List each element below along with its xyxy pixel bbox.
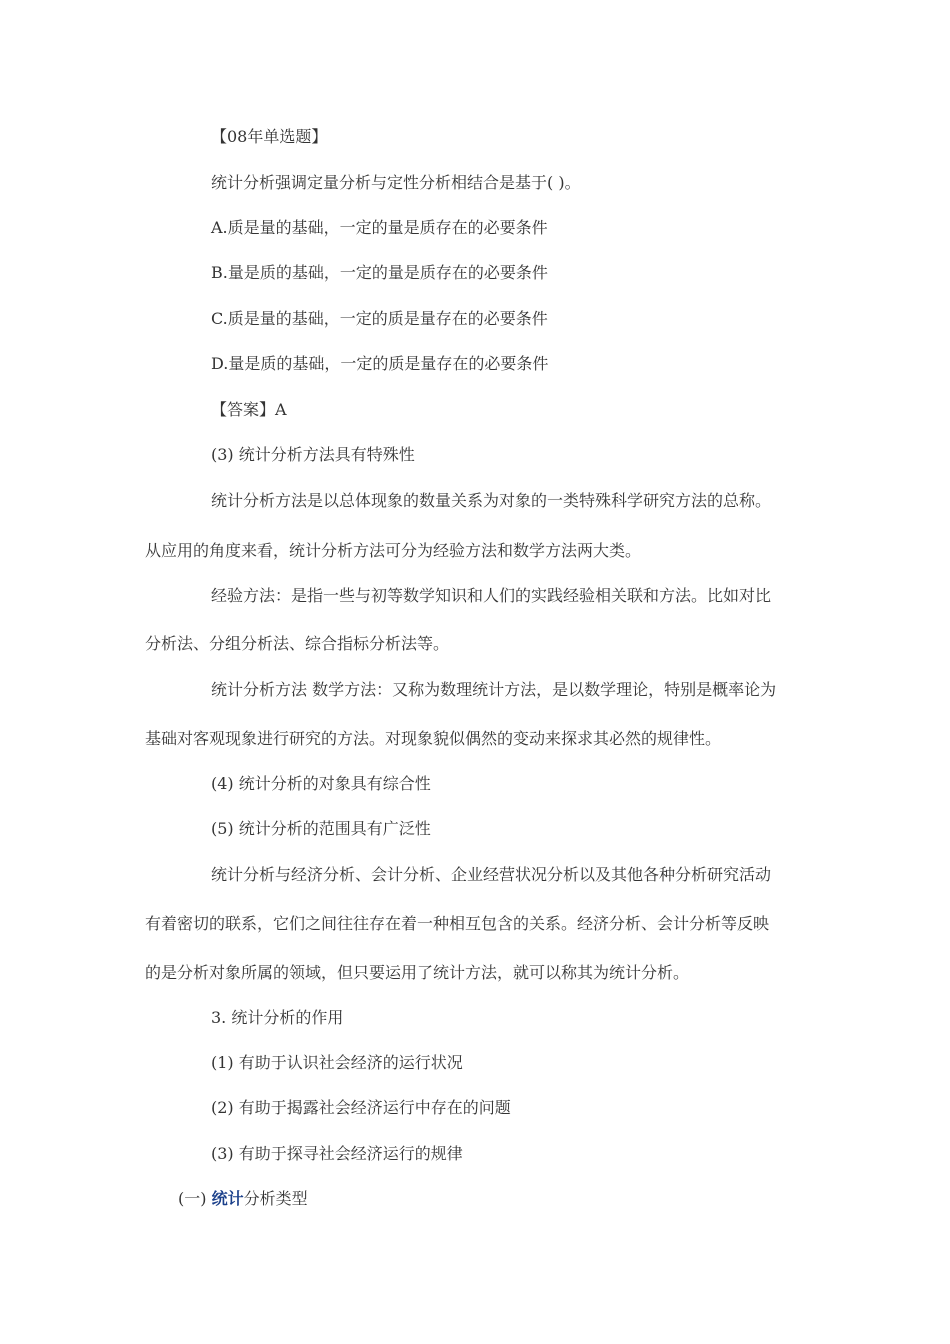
question-tag: 【08年单选题】 (211, 127, 328, 146)
paragraph-line: 从应用的角度来看，统计分析方法可分为经验方法和数学方法两大类。 (145, 541, 642, 560)
section3-title: 3. 统计分析的作用 (211, 1008, 344, 1027)
paragraph-line: 分析法、分组分析法、综合指标分析法等。 (145, 634, 450, 653)
paragraph-line: 统计分析方法是以总体现象的数量关系为对象的一类特殊科学研究方法的总称。 (211, 491, 772, 510)
category-heading (178, 1188, 308, 1210)
paragraph-line: 统计分析方法 数学方法：又称为数理统计方法，是以数学理论，特别是概率论为 (211, 680, 777, 699)
answer: 【答案】A (211, 400, 287, 419)
paragraph-line: 的是分析对象所属的领域，但只要运用了统计方法，就可以称其为统计分析。 (145, 963, 690, 982)
point5-title: (5) 统计分析的范围具有广泛性 (211, 819, 431, 838)
category-suffix: 分析类型 (243, 1189, 308, 1208)
paragraph-line: 基础对客观现象进行研究的方法。对现象貌似偶然的变动来探求其必然的规律性。 (145, 729, 722, 748)
role-item: (2) 有助于揭露社会经济运行中存在的问题 (211, 1098, 511, 1117)
paragraph-line: 统计分析与经济分析、会计分析、企业经营状况分析以及其他各种分析研究活动 (211, 865, 772, 884)
option-c: C.质是量的基础，一定的质是量存在的必要条件 (211, 309, 548, 328)
category-prefix: (一) (178, 1189, 212, 1208)
role-item: (3) 有助于探寻社会经济运行的规律 (211, 1144, 463, 1163)
point3-title: (3) 统计分析方法具有特殊性 (211, 445, 415, 464)
option-b: B.量是质的基础，一定的量是质存在的必要条件 (211, 263, 548, 282)
option-a: A.质是量的基础，一定的量是质存在的必要条件 (211, 218, 548, 237)
role-item: (1) 有助于认识社会经济的运行状况 (211, 1053, 463, 1072)
point4-title: (4) 统计分析的对象具有综合性 (211, 774, 431, 793)
statistics-link[interactable]: 统计 (211, 1189, 244, 1208)
paragraph-line: 有着密切的联系，它们之间往往存在着一种相互包含的关系。经济分析、会计分析等反映 (145, 914, 770, 933)
paragraph-line: 经验方法：是指一些与初等数学知识和人们的实践经验相关联和方法。比如对比 (211, 586, 772, 605)
question-text: 统计分析强调定量分析与定性分析相结合是基于( )。 (211, 173, 581, 192)
option-d: D.量是质的基础，一定的质是量存在的必要条件 (211, 354, 549, 373)
